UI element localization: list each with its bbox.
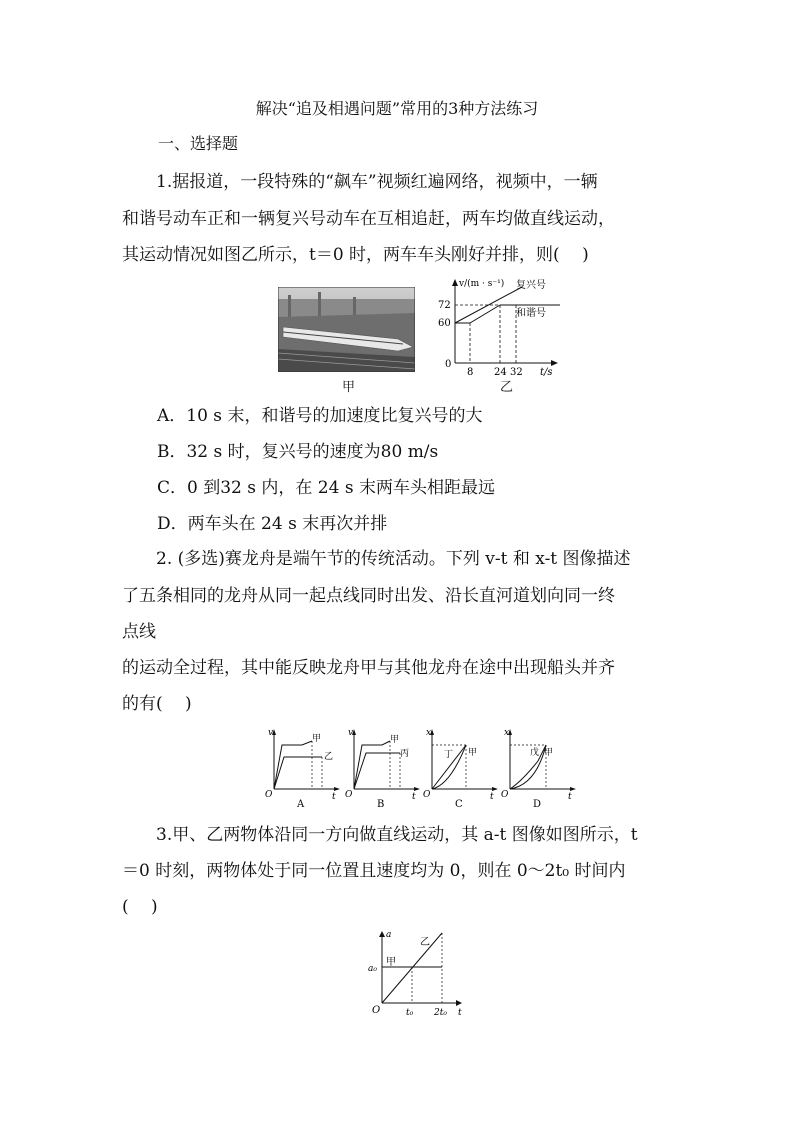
svg-text:v: v [268,728,274,738]
q2-graph-b [342,725,426,810]
svg-text:甲: 甲 [312,734,322,744]
svg-text:戊: 戊 [530,748,540,758]
q2-line-3: 点线 [122,622,156,642]
ytick-0: 0 [445,359,452,370]
label-hexie: 和谐号 [516,308,546,319]
svg-text:甲: 甲 [390,735,400,745]
svg-text:D: D [533,799,542,810]
svg-text:丁: 丁 [444,750,454,760]
ytick-72: 72 [438,300,451,311]
q3-line-2: ＝0 时刻，两物体处于同一位置且速度均为 0，则在 0～2t₀ 时间内 [122,861,626,881]
svg-text:丙: 丙 [400,749,410,759]
q2-graph-a [262,725,346,810]
svg-text:t: t [568,792,572,802]
q3-y-arrow [379,931,385,937]
svg-text:A: A [297,799,305,810]
svg-text:a: a [386,930,392,940]
svg-text:O: O [372,1005,381,1016]
q3-line-1: 3.甲、乙两物体沿同一方向做直线运动，其 a-t 图像如图所示，t [156,825,638,845]
train-photo [278,287,415,372]
svg-text:C: C [455,799,463,810]
q1-vt-graph [430,275,570,380]
svg-text:B: B [377,799,385,810]
q1-option-a: A．10 s 末，和谐号的加速度比复兴号的大 [157,406,483,426]
svg-text:t: t [412,792,416,802]
label-fuxing: 复兴号 [516,280,546,291]
q1-option-d: D．两车头在 24 s 末再次并排 [157,514,388,534]
svg-text:O: O [345,790,353,800]
svg-text:t₀: t₀ [406,1008,414,1018]
q1-line-2: 和谐号动车正和一辆复兴号动车在互相追赶，两车均做直线运动， [122,209,615,229]
svg-text:a₀: a₀ [368,964,377,974]
q1-option-b: B．32 s 时，复兴号的速度为80 m/s [157,442,439,462]
svg-text:x: x [504,728,510,738]
svg-text:x: x [426,728,432,738]
ytick-60: 60 [438,318,451,329]
q2-line-4: 的运动全过程，其中能反映龙舟甲与其他龙舟在途中出现船头并齐 [122,658,615,678]
q2-line-2: 了五条相同的龙舟从同一起点线同时出发、沿长直河道划向同一终 [122,586,615,606]
q2-line-1: 2. (多选)赛龙舟是端午节的传统活动。下列 v-t 和 x-t 图像描述 [156,549,631,569]
q2-graph-c [420,725,504,810]
section-heading: 一、选择题 [158,134,239,153]
photo-caption: 甲 [342,380,356,395]
q2-line-5: 的有( ) [122,694,192,714]
svg-text:O: O [501,790,509,800]
svg-text:乙: 乙 [420,937,430,948]
page-title: 解决“追及相遇问题”常用的3种方法练习 [255,99,539,118]
graph-caption: 乙 [500,380,514,395]
q3-at-graph [362,925,472,1020]
svg-text:乙: 乙 [324,752,334,762]
q1-xlabel: t/s [540,367,553,378]
hexie-line-2 [470,305,500,323]
svg-text:甲: 甲 [468,748,478,758]
q3-line-3: ( ) [122,897,158,917]
q1-ylabel: v/(m · s⁻¹) [459,279,505,289]
q1-x-arrow [551,360,558,366]
q1-option-c: C．0 到32 s 内，在 24 s 末两车头相距最远 [157,478,495,498]
svg-text:v: v [348,728,354,738]
q3-x-arrow [456,1000,462,1006]
svg-text:O: O [423,790,431,800]
svg-text:甲: 甲 [544,748,554,758]
svg-text:t: t [490,792,494,802]
svg-text:2t₀: 2t₀ [434,1008,447,1018]
xtick-8: 8 [467,367,474,378]
svg-text:t: t [458,1008,462,1018]
svg-text:t: t [332,792,336,802]
svg-text:O: O [265,790,273,800]
q1-line-1: 1.据报道，一段特殊的“飙车”视频红遍网络，视频中，一辆 [156,172,598,192]
svg-text:甲: 甲 [386,957,396,968]
q1-y-arrow [452,279,458,286]
q2-graph-d [498,725,582,810]
q1-line-3: 其运动情况如图乙所示，t＝0 时，两车车头刚好并排，则( ) [122,245,589,265]
xtick-32: 32 [510,367,523,378]
xtick-24: 24 [494,367,507,378]
